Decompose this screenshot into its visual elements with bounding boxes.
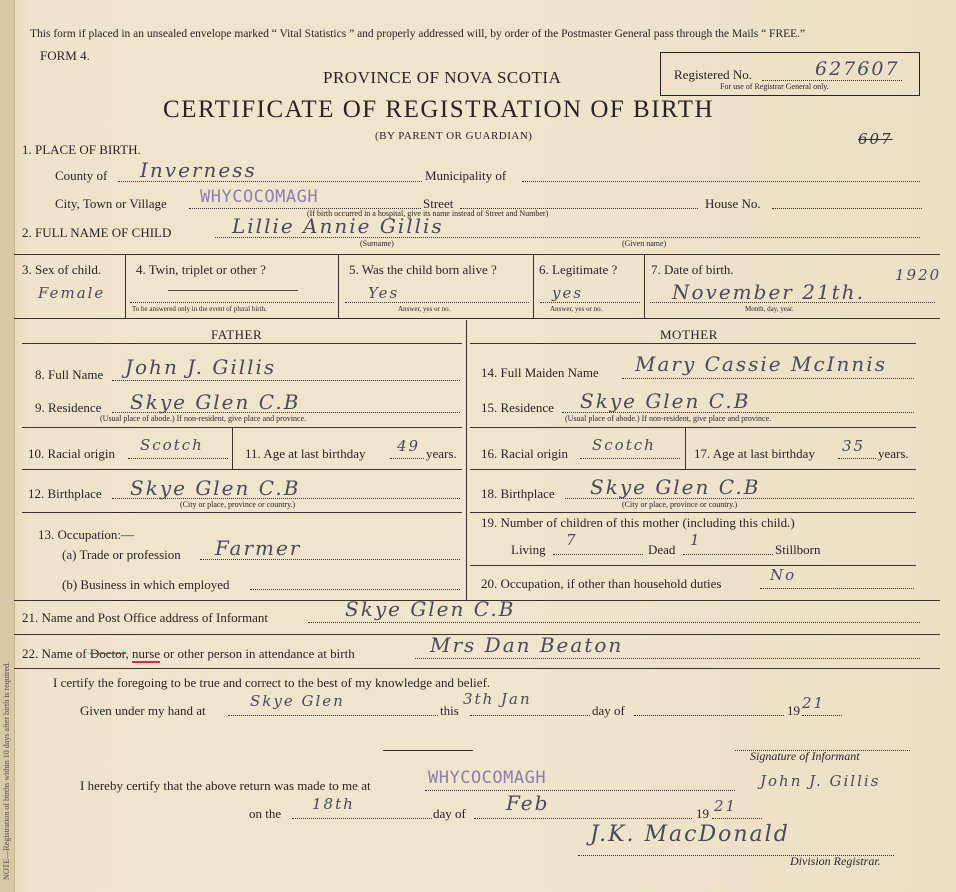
return-day-value: 18th <box>312 795 355 813</box>
mother-occupation-value: No <box>770 566 797 584</box>
father-racial-value: Scotch <box>140 436 204 454</box>
trade-value: Farmer <box>215 536 302 560</box>
attendant-label-nurse: nurse <box>131 646 161 661</box>
birth-year-value: 1920 <box>895 266 942 284</box>
father-birthplace-label: 12. Birthplace <box>28 486 102 501</box>
place-heading: 1. PLACE OF BIRTH. <box>22 142 141 157</box>
certificate-title: CERTIFICATE OF REGISTRATION OF BIRTH <box>163 96 715 123</box>
attendant-label-prefix: 22. Name of <box>22 646 90 661</box>
living-label: Living <box>511 542 546 557</box>
dead-value: 1 <box>690 531 702 549</box>
alive-label: 5. Was the child born alive ? <box>349 262 497 277</box>
attendant-value: Mrs Dan Beaton <box>430 633 624 657</box>
informant-signature: John J. Gillis <box>760 772 881 790</box>
mother-residence-label: 15. Residence <box>481 400 554 415</box>
alive-note: Answer, yes or no. <box>398 305 451 313</box>
mother-birthplace-note: (City or place, province or country.) <box>622 500 738 509</box>
date-label: 7. Date of birth. <box>651 262 734 277</box>
certificate-subtitle: (BY PARENT OR GUARDIAN) <box>375 130 533 142</box>
father-age-value: 49 <box>397 437 421 455</box>
alive-value: Yes <box>368 284 400 302</box>
mother-racial-label: 16. Racial origin <box>481 446 569 461</box>
city-label: City, Town or Village <box>55 196 167 211</box>
mother-birthplace-label: 18. Birthplace <box>481 486 555 501</box>
mother-occupation-label: 20. Occupation, if other than household duties <box>481 576 722 591</box>
mother-racial-value: Scotch <box>592 436 656 454</box>
mother-age-unit: years. <box>878 446 909 461</box>
father-name-value: John J. Gillis <box>125 355 277 379</box>
father-racial-label: 10. Racial origin <box>28 446 116 461</box>
trade-label: (a) Trade or profession <box>62 547 181 562</box>
mother-age-label: 17. Age at last birthday <box>694 446 815 461</box>
sex-value: Female <box>38 284 106 302</box>
living-value: 7 <box>566 531 578 549</box>
legit-label: 6. Legitimate ? <box>539 262 618 277</box>
day-of-label: day of <box>592 703 625 718</box>
given-day-value: 3th Jan <box>463 690 532 708</box>
municipality-label: Municipality of <box>425 168 507 183</box>
twin-value-dash <box>168 290 298 291</box>
father-birthplace-value: Skye Glen C.B <box>130 476 301 500</box>
province-heading: PROVINCE OF NOVA SCOTIA <box>323 68 562 87</box>
registrar-signature: J.K. MacDonald <box>590 822 790 847</box>
division-registrar-label: Division Registrar. <box>790 854 881 868</box>
father-name-label: 8. Full Name <box>35 367 104 382</box>
day-of2-label: day of <box>433 806 466 821</box>
form-number: FORM 4. <box>40 48 90 63</box>
dead-label: Dead <box>648 542 676 557</box>
county-value: Inverness <box>140 158 257 182</box>
twin-note: To be answered only in the event of plural birth. <box>132 305 267 313</box>
house-label: House No. <box>705 196 761 211</box>
child-name-value: Lillie Annie Gillis <box>232 214 444 238</box>
business-label: (b) Business in which employed <box>62 577 230 592</box>
city-stamp: WHYCOCOMAGH <box>200 187 319 207</box>
informant-signature-label: Signature of Informant <box>750 749 860 763</box>
attendant-label-rest: or other person in attendance at birth <box>160 646 355 661</box>
attendant-label-doctor: Doctor <box>89 646 126 661</box>
corner-number: 607 <box>858 130 893 148</box>
year2-value: 21 <box>714 797 738 815</box>
mother-age-value: 35 <box>842 437 866 455</box>
given-label: Given under my hand at <box>80 703 206 718</box>
registered-value: 627607 <box>815 58 900 80</box>
year-value: 21 <box>802 694 826 712</box>
attendant-label: 22. Name of Doctor, nurse or other person in attendance at birth <box>22 646 355 661</box>
mother-residence-note: (Usual place of abode.) If non-resident, give place and province. <box>565 414 772 423</box>
county-label: County of <box>55 168 108 183</box>
legit-note: Answer, yes or no. <box>550 305 603 313</box>
year2-prefix: 19 <box>696 806 709 821</box>
postal-notice: This form if placed in an unsealed envelope marked “ Vital Statistics ” and properly addressed will, by order of the Postmaster General pass through the Mails “ FREE.” <box>30 28 806 40</box>
child-name-label: 2. FULL NAME OF CHILD <box>22 225 172 240</box>
mother-name-value: Mary Cassie McInnis <box>635 352 887 376</box>
this-label: this <box>440 703 459 718</box>
on-the-label: on the <box>249 806 282 821</box>
father-age-label: 11. Age at last birthday <box>245 446 366 461</box>
street-label: Street <box>423 196 454 211</box>
registered-line <box>762 80 902 81</box>
stillborn-label: Stillborn <box>775 542 821 557</box>
father-residence-label: 9. Residence <box>35 400 102 415</box>
mother-name-label: 14. Full Maiden Name <box>481 365 599 380</box>
margin-note: NOTE—Registration of births within 10 days after birth is required. <box>2 661 11 880</box>
given-name-note: (Given name) <box>622 239 667 248</box>
certify-statement: I certify the foregoing to be true and correct to the best of my knowledge and belief. <box>53 675 491 690</box>
father-heading: FATHER <box>211 327 263 342</box>
father-residence-note: (Usual place of abode.) If non-resident, give place and province. <box>100 414 307 423</box>
father-birthplace-note: (City or place, province or country.) <box>180 500 296 509</box>
return-month-value: Feb <box>506 791 550 815</box>
registrar-note: For use of Registrar General only. <box>720 82 829 91</box>
date-note: Month, day, year. <box>745 305 794 313</box>
hospital-note: (If birth occurred in a hospital, give its name instead of Street and Number) <box>307 209 549 218</box>
registered-label: Registered No. <box>674 67 752 82</box>
informant-value: Skye Glen C.B <box>345 597 516 621</box>
year-prefix: 19 <box>787 703 800 718</box>
date-value: November 21th. <box>672 280 865 304</box>
occupation-label: 13. Occupation:— <box>38 527 135 542</box>
informant-label: 21. Name and Post Office address of Informant <box>22 610 268 625</box>
mother-birthplace-value: Skye Glen C.B <box>590 475 761 499</box>
return-label: I hereby certify that the above return was made to me at <box>80 778 371 793</box>
father-residence-value: Skye Glen C.B <box>130 390 301 414</box>
father-age-unit: years. <box>426 446 457 461</box>
legit-value: yes <box>552 284 584 302</box>
return-place-stamp: WHYCOCOMAGH <box>428 768 547 788</box>
sex-label: 3. Sex of child. <box>22 262 102 277</box>
twin-label: 4. Twin, triplet or other ? <box>136 262 266 277</box>
mother-residence-value: Skye Glen C.B <box>580 389 751 413</box>
given-place-value: Skye Glen <box>250 692 345 710</box>
surname-note: (Surname) <box>360 239 394 248</box>
children-label: 19. Number of children of this mother (including this child.) <box>481 515 795 530</box>
mother-heading: MOTHER <box>660 327 718 342</box>
